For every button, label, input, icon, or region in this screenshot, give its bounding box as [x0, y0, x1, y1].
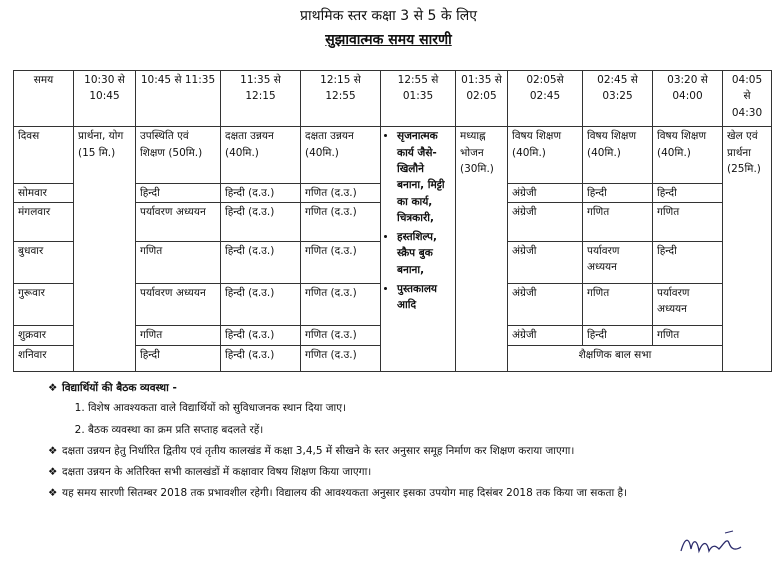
table-cell: हिन्दी (द.उ.) [221, 283, 301, 325]
activity-item: • पुस्तकालय आदि [397, 281, 451, 314]
table-cell: हिन्दी (द.उ.) [221, 183, 301, 202]
day-label: शनिवार [14, 345, 74, 371]
bal-sabha-cell: शैक्षणिक बाल सभा [508, 345, 723, 371]
activity-item: • हस्तशिल्प, स्क्रैप बुक बनाना, [397, 229, 451, 278]
header-cell: 12:55 से 01:35 [381, 71, 456, 127]
general-cell: विषय शिक्षण (40मि.) [508, 127, 583, 183]
list-item: 2. बैठक व्यवस्था का क्रम प्रति सप्ताह बदलते रहें। [88, 423, 752, 439]
table-cell: हिन्दी (द.उ.) [221, 345, 301, 371]
note-item [48, 486, 752, 502]
table-cell: हिन्दी (द.उ.) [221, 326, 301, 345]
table-cell: पर्यावरण अध्ययन [136, 283, 221, 325]
diamond-bullet-icon: ❖ [48, 486, 58, 499]
timetable [13, 70, 772, 372]
games-cell: खेल एवं प्रार्थना (25मि.) [723, 127, 772, 372]
list-item: 1. विशेष आवश्यकता वाले विद्यार्थियों को सुविधाजनक स्थान दिया जाए। [88, 401, 752, 417]
general-cell: विषय शिक्षण (40मि.) [583, 127, 653, 183]
document-subtitle: सुझावात्मक समय सारणी [325, 32, 452, 48]
table-cell: अंग्रेजी [508, 241, 583, 283]
header-cell: 04:05 से 04:30 [723, 71, 772, 127]
activities-cell [381, 127, 456, 372]
document-title: प्राथमिक स्तर कक्षा 3 से 5 के लिए [300, 8, 477, 24]
table-cell: हिन्दी [583, 326, 653, 345]
general-cell: दक्षता उन्नयन (40मि.) [221, 127, 301, 183]
table-cell: अंग्रेजी [508, 203, 583, 241]
seating-note [48, 381, 752, 438]
note-item [48, 444, 752, 460]
table-cell: गणित (द.उ.) [301, 183, 381, 202]
day-label: दिवस [14, 127, 74, 183]
header-row [14, 71, 772, 127]
table-cell: गणित (द.उ.) [301, 345, 381, 371]
table-cell: गणित (द.उ.) [301, 326, 381, 345]
table-cell: अंग्रेजी [508, 183, 583, 202]
signature-icon [679, 529, 743, 559]
table-cell: हिन्दी [583, 183, 653, 202]
activity-item: • सृजनात्मक कार्य जैसे- खिलौने बनाना, मिट्टी का कार्य, चित्रकारी, [397, 128, 451, 226]
table-cell: गणित [136, 241, 221, 283]
general-row [14, 127, 772, 183]
header-cell: 11:35 से 12:15 [221, 71, 301, 127]
diamond-bullet-icon: ❖ [48, 466, 58, 478]
general-cell: दक्षता उन्नयन (40मि.) [301, 127, 381, 183]
table-cell: गणित (द.उ.) [301, 241, 381, 283]
seating-list [62, 401, 752, 439]
seating-title: विद्यार्थियों की बैठक व्यवस्था - [62, 382, 177, 394]
diamond-bullet-icon: ❖ [48, 445, 58, 458]
table-cell: गणित [653, 203, 723, 241]
header-cell: समय [14, 71, 74, 127]
table-cell: पर्यावरण अध्ययन [136, 203, 221, 241]
diamond-bullet-icon: ❖ [48, 382, 58, 394]
note-text: दक्षता उन्नयन के अतिरिक्त सभी कालखंडों में कक्षावार विषय शिक्षण किया जाएगा। [62, 466, 372, 478]
header-cell: 01:35 से 02:05 [456, 71, 508, 127]
table-cell: हिन्दी [136, 183, 221, 202]
note-item [48, 465, 752, 481]
table-cell: गणित [583, 203, 653, 241]
day-label: मंगलवार [14, 203, 74, 241]
table-cell: गणित [136, 326, 221, 345]
table-cell: गणित (द.उ.) [301, 203, 381, 241]
general-cell: उपस्थिति एवं शिक्षण (50मि.) [136, 127, 221, 183]
assembly-cell: प्रार्थना, योग (15 मि.) [74, 127, 136, 372]
header-cell: 02:05से 02:45 [508, 71, 583, 127]
lunch-cell: मध्याह्न भोजन (30मि.) [456, 127, 508, 372]
table-cell: गणित (द.उ.) [301, 283, 381, 325]
day-label: सोमवार [14, 183, 74, 202]
table-cell: गणित [583, 283, 653, 325]
table-cell: गणित [653, 326, 723, 345]
header-cell: 10:45 से 11:35 [136, 71, 221, 127]
header-cell: 12:15 से 12:55 [301, 71, 381, 127]
table-cell: हिन्दी [653, 241, 723, 283]
note-text: दक्षता उन्नयन हेतु निर्धारित द्वितीय एवं तृतीय कालखंड में कक्षा 3,4,5 में सीखने के स्तर अनुसार समूह निर्माण कर शिक्षण कराया जाएगा। [62, 445, 575, 458]
general-cell: विषय शिक्षण (40मि.) [653, 127, 723, 183]
table-cell: पर्यावरण अध्ययन [583, 241, 653, 283]
notes-section [48, 381, 752, 507]
table-cell: पर्यावरण अध्ययन [653, 283, 723, 325]
table-cell: हिन्दी (द.उ.) [221, 203, 301, 241]
day-label: शुक्रवार [14, 326, 74, 345]
header-cell: 02:45 से 03:25 [583, 71, 653, 127]
table-cell: अंग्रेजी [508, 283, 583, 325]
header-cell: 10:30 से 10:45 [74, 71, 136, 127]
note-text: यह समय सारणी सितम्बर 2018 तक प्रभावशील रहेगी। विद्यालय की आवश्यकता अनुसार इसका उपयोग माह दिसंबर 2018 तक किया जा सकता है। [62, 486, 628, 499]
table-cell: हिन्दी (द.उ.) [221, 241, 301, 283]
day-label: बुधवार [14, 241, 74, 283]
table-cell: हिन्दी [653, 183, 723, 202]
table-cell: हिन्दी [136, 345, 221, 371]
day-label: गुरूवार [14, 283, 74, 325]
header-cell: 03:20 से 04:00 [653, 71, 723, 127]
table-cell: अंग्रेजी [508, 326, 583, 345]
